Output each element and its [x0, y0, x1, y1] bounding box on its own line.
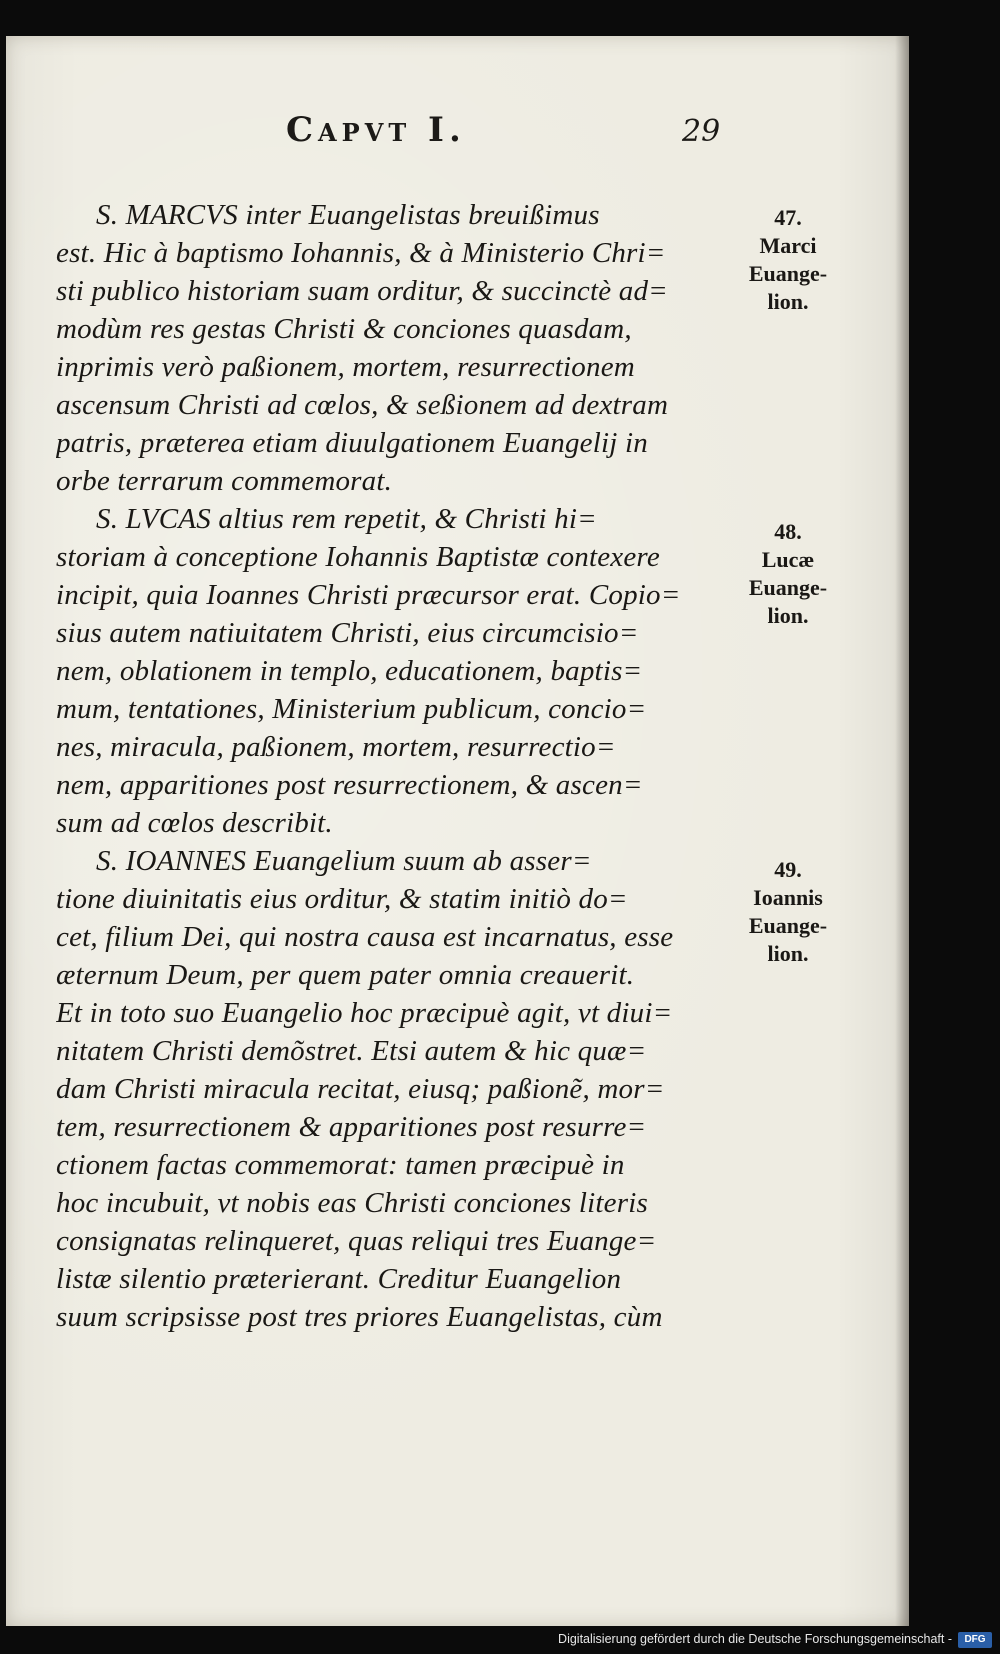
page-number: 29: [682, 114, 721, 149]
margin-note-line: lion.: [767, 603, 809, 628]
margin-note-number: 48.: [774, 519, 802, 544]
text-line: orbe terrarum commemorat.: [56, 465, 393, 497]
book-page: [6, 36, 909, 1626]
text-line: nem, oblationem in templo, educationem, baptis=: [56, 655, 643, 687]
text-line: mum, tentationes, Ministerium publicum, concio=: [56, 693, 647, 725]
text-line: hoc incubuit, vt nobis eas Christi conciones literis: [56, 1187, 648, 1219]
text-line: ctionem factas commemorat: tamen præcipuè in: [56, 1149, 625, 1181]
margin-note-line: Lucæ: [761, 547, 815, 572]
text-line: cet, filium Dei, qui nostra causa est incarnatus, esse: [56, 921, 674, 953]
page-gutter-shadow: [895, 36, 909, 1626]
text-line: dam Christi miracula recitat, eiusq; paßionẽ, mor=: [56, 1073, 665, 1105]
text-line: suum scripsisse post tres priores Euangelistas, cùm: [56, 1301, 663, 1333]
margin-note-48: [728, 518, 848, 630]
text-line: æternum Deum, per quem pater omnia creauerit.: [56, 959, 635, 991]
text-line: incipit, quia Ioannes Christi præcursor erat. Copio=: [56, 579, 681, 611]
text-line: sum ad cœlos describit.: [56, 807, 333, 839]
margin-note-line: lion.: [767, 289, 809, 314]
text-line: S. LVCAS altius rem repetit, & Christi hi=: [96, 503, 597, 535]
margin-note-line: Euange-: [748, 913, 828, 938]
chapter-title: Capvt I.: [286, 110, 466, 150]
text-line: nitatem Christi demõstret. Etsi autem & hic quæ=: [56, 1035, 647, 1067]
dfg-logo-icon: DFG: [958, 1632, 992, 1648]
footer-bar: [0, 1628, 1000, 1654]
text-line: storiam à conceptione Iohannis Baptistæ contexere: [56, 541, 660, 573]
text-line: ascensum Christi ad cœlos, & seßionem ad dextram: [56, 389, 669, 421]
body-text: [56, 196, 726, 1336]
margin-note-line: Marci: [759, 233, 817, 258]
text-line: tione diuinitatis eius orditur, & statim initiò do=: [56, 883, 628, 915]
margin-note-number: 49.: [774, 857, 802, 882]
text-line: consignatas relinqueret, quas reliqui tres Euange=: [56, 1225, 657, 1257]
margin-note-49: [728, 856, 848, 968]
text-line: tem, resurrectionem & apparitiones post resurre=: [56, 1111, 647, 1143]
text-line: inprimis verò paßionem, mortem, resurrectionem: [56, 351, 635, 383]
margin-note-line: Ioannis: [753, 885, 823, 910]
text-line: nes, miracula, paßionem, mortem, resurrectio=: [56, 731, 616, 763]
funding-credit: Digitalisierung gefördert durch die Deutsche Forschungsgemeinschaft -: [558, 1632, 952, 1646]
text-line: est. Hic à baptismo Iohannis, & à Ministerio Chri=: [56, 237, 666, 269]
text-line: modùm res gestas Christi & conciones quasdam,: [56, 313, 632, 345]
running-head: [6, 110, 909, 160]
text-line: S. MARCVS inter Euangelistas breuißimus: [96, 199, 600, 231]
margin-note-line: Euange-: [748, 575, 828, 600]
text-line: sius autem natiuitatem Christi, eius circumcisio=: [56, 617, 639, 649]
text-line: nem, apparitiones post resurrectionem, & ascen=: [56, 769, 643, 801]
text-line: sti publico historiam suam orditur, & succinctè ad=: [56, 275, 668, 307]
margin-note-line: lion.: [767, 941, 809, 966]
text-line: patris, præterea etiam diuulgationem Euangelij in: [56, 427, 648, 459]
text-line: listæ silentio præterierant. Creditur Euangelion: [56, 1263, 622, 1295]
margin-note-47: [728, 204, 848, 316]
margin-note-line: Euange-: [748, 261, 828, 286]
margin-note-number: 47.: [774, 205, 802, 230]
text-line: S. IOANNES Euangelium suum ab asser=: [96, 845, 592, 877]
text-line: Et in toto suo Euangelio hoc præcipuè agit, vt diui=: [56, 997, 673, 1029]
